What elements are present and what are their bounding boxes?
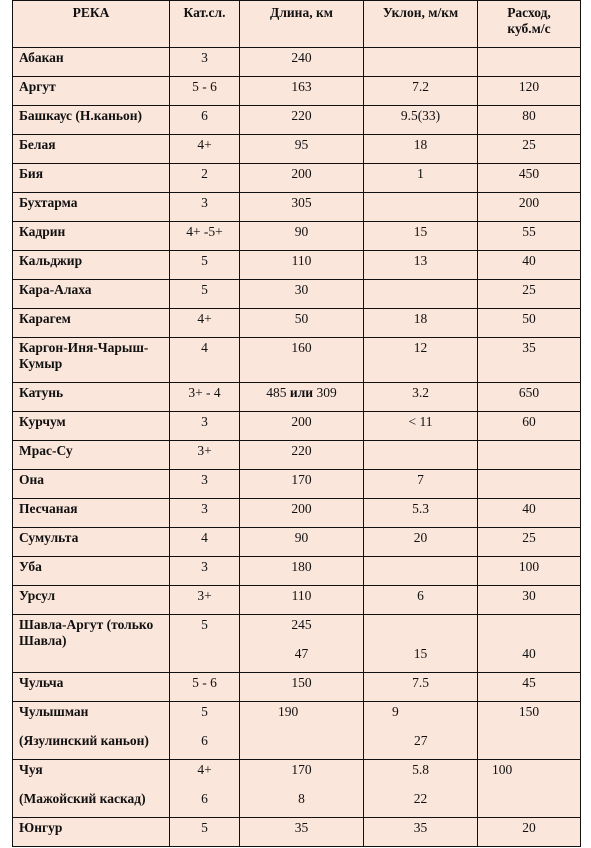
river-name: Кальджир bbox=[13, 251, 170, 280]
river-name: Она bbox=[13, 470, 170, 499]
slope-cell: 18 bbox=[364, 135, 478, 164]
header-discharge-line2: куб.м/с bbox=[507, 21, 551, 36]
category-line2: 6 bbox=[201, 733, 208, 748]
length-cell: 305 bbox=[240, 193, 364, 222]
slope-cell bbox=[364, 280, 478, 309]
length-cell bbox=[240, 702, 364, 760]
category-cell: 5 bbox=[170, 280, 240, 309]
discharge-cell bbox=[478, 48, 581, 77]
river-name: Песчаная bbox=[13, 499, 170, 528]
river-name: Белая bbox=[13, 135, 170, 164]
slope-cell: 7.2 bbox=[364, 77, 478, 106]
river-name: Сумульта bbox=[13, 528, 170, 557]
river-name: Карагем bbox=[13, 309, 170, 338]
river-name: Чульча bbox=[13, 673, 170, 702]
length-cell: 30 bbox=[240, 280, 364, 309]
river-name-line1: Чуя bbox=[19, 762, 43, 777]
river-name: Бия bbox=[13, 164, 170, 193]
slope-cell: 3.2 bbox=[364, 383, 478, 412]
rivers-table-container bbox=[12, 0, 580, 847]
category-cell: 6 bbox=[170, 106, 240, 135]
category-cell: 5 - 6 bbox=[170, 77, 240, 106]
discharge-cell: 40 bbox=[478, 251, 581, 280]
discharge-cell: 30 bbox=[478, 586, 581, 615]
discharge-cell: 80 bbox=[478, 106, 581, 135]
table-row bbox=[13, 280, 581, 309]
header-category: Кат.сл. bbox=[170, 1, 240, 48]
category-cell: 3 bbox=[170, 412, 240, 441]
length-value-a: 485 bbox=[266, 385, 287, 400]
length-cell: 200 bbox=[240, 164, 364, 193]
discharge-cell bbox=[478, 470, 581, 499]
length-cell bbox=[240, 383, 364, 412]
river-name: Шавла-Аргут (только Шавла) bbox=[13, 615, 170, 673]
slope-cell bbox=[364, 702, 478, 760]
river-name bbox=[13, 760, 170, 818]
length-cell: 220 bbox=[240, 441, 364, 470]
slope-cell: 7 bbox=[364, 470, 478, 499]
category-line1: 4+ bbox=[197, 762, 212, 777]
length-cell: 150 bbox=[240, 673, 364, 702]
slope-cell: 18 bbox=[364, 309, 478, 338]
category-cell: 5 bbox=[170, 818, 240, 847]
river-name: Башкаус (Н.каньон) bbox=[13, 106, 170, 135]
length-line1: 245 bbox=[291, 617, 312, 632]
length-value-b: 309 bbox=[316, 385, 337, 400]
river-name: Катунь bbox=[13, 383, 170, 412]
length-line2: 8 bbox=[298, 791, 305, 806]
category-cell: 4+ -5+ bbox=[170, 222, 240, 251]
discharge-cell: 25 bbox=[478, 135, 581, 164]
slope-line2: 15 bbox=[413, 646, 428, 661]
river-name-line2: (Язулинский каньон) bbox=[19, 733, 149, 748]
discharge-cell: 650 bbox=[478, 383, 581, 412]
header-discharge bbox=[478, 1, 581, 48]
slope-cell: 12 bbox=[364, 338, 478, 383]
discharge-line2: 40 bbox=[522, 646, 536, 661]
length-cell: 90 bbox=[240, 528, 364, 557]
table-row bbox=[13, 48, 581, 77]
length-line1: 170 bbox=[291, 762, 312, 777]
table-row bbox=[13, 383, 581, 412]
table-row bbox=[13, 760, 581, 818]
header-slope: Уклон, м/км bbox=[364, 1, 478, 48]
slope-cell: 9.5(33) bbox=[364, 106, 478, 135]
length-cell: 220 bbox=[240, 106, 364, 135]
river-name: Аргут bbox=[13, 77, 170, 106]
river-name-line1: Чулышман bbox=[19, 704, 89, 719]
discharge-cell: 100 bbox=[478, 760, 581, 818]
discharge-cell: 20 bbox=[478, 818, 581, 847]
category-cell: 5 - 6 bbox=[170, 673, 240, 702]
table-row bbox=[13, 222, 581, 251]
discharge-cell: 100 bbox=[478, 557, 581, 586]
slope-line2: 27 bbox=[414, 733, 428, 748]
length-cell bbox=[240, 760, 364, 818]
category-cell: 4+ bbox=[170, 135, 240, 164]
table-row bbox=[13, 441, 581, 470]
length-cell: 160 bbox=[240, 338, 364, 383]
slope-cell bbox=[364, 48, 478, 77]
discharge-cell: 40 bbox=[478, 499, 581, 528]
discharge-cell: 35 bbox=[478, 338, 581, 383]
category-line1: 5 bbox=[201, 704, 208, 719]
category-line2: 6 bbox=[201, 791, 208, 806]
length-cell: 110 bbox=[240, 251, 364, 280]
river-name: Бухтарма bbox=[13, 193, 170, 222]
length-cell: 50 bbox=[240, 309, 364, 338]
header-river: РЕКА bbox=[13, 1, 170, 48]
category-cell: 3 bbox=[170, 470, 240, 499]
table-row bbox=[13, 412, 581, 441]
slope-cell: 6 bbox=[364, 586, 478, 615]
length-cell: 163 bbox=[240, 77, 364, 106]
discharge-cell: 50 bbox=[478, 309, 581, 338]
length-cell: 110 bbox=[240, 586, 364, 615]
category-cell: 2 bbox=[170, 164, 240, 193]
header-discharge-line1: Расход, bbox=[507, 5, 551, 20]
river-name: Каргон-Иня-Чарыш-Кумыр bbox=[13, 338, 170, 383]
discharge-cell: 25 bbox=[478, 528, 581, 557]
rivers-table bbox=[12, 0, 581, 847]
table-row bbox=[13, 557, 581, 586]
slope-cell: 35 bbox=[364, 818, 478, 847]
table-row bbox=[13, 193, 581, 222]
river-name: Кара-Алаха bbox=[13, 280, 170, 309]
discharge-cell bbox=[478, 441, 581, 470]
length-cell: 180 bbox=[240, 557, 364, 586]
length-line2: 47 bbox=[294, 646, 309, 661]
length-cell: 95 bbox=[240, 135, 364, 164]
discharge-cell: 60 bbox=[478, 412, 581, 441]
table-row bbox=[13, 818, 581, 847]
category-cell bbox=[170, 702, 240, 760]
slope-cell: < 11 bbox=[364, 412, 478, 441]
table-row bbox=[13, 499, 581, 528]
slope-line2: 22 bbox=[413, 791, 428, 806]
discharge-cell bbox=[478, 615, 581, 673]
slope-cell bbox=[364, 441, 478, 470]
slope-cell bbox=[364, 193, 478, 222]
discharge-cell: 25 bbox=[478, 280, 581, 309]
discharge-cell: 450 bbox=[478, 164, 581, 193]
length-or-word: или bbox=[289, 385, 314, 400]
category-cell: 4 bbox=[170, 338, 240, 383]
category-cell: 4+ bbox=[170, 309, 240, 338]
category-cell: 3 bbox=[170, 48, 240, 77]
category-cell: 3 bbox=[170, 557, 240, 586]
table-row bbox=[13, 702, 581, 760]
river-name: Урсул bbox=[13, 586, 170, 615]
category-cell: 3 bbox=[170, 499, 240, 528]
table-row bbox=[13, 338, 581, 383]
table-row bbox=[13, 309, 581, 338]
category-cell: 3+ bbox=[170, 441, 240, 470]
table-row bbox=[13, 77, 581, 106]
slope-line1: 5.8 bbox=[412, 762, 429, 777]
slope-cell bbox=[364, 557, 478, 586]
category-cell: 3+ bbox=[170, 586, 240, 615]
river-name: Кадрин bbox=[13, 222, 170, 251]
table-row bbox=[13, 251, 581, 280]
discharge-cell: 150 bbox=[478, 702, 581, 760]
slope-cell bbox=[364, 615, 478, 673]
discharge-cell: 200 bbox=[478, 193, 581, 222]
river-name: Курчум bbox=[13, 412, 170, 441]
slope-cell: 20 bbox=[364, 528, 478, 557]
table-row bbox=[13, 673, 581, 702]
length-cell bbox=[240, 615, 364, 673]
river-name bbox=[13, 702, 170, 760]
slope-cell: 15 bbox=[364, 222, 478, 251]
length-cell: 200 bbox=[240, 499, 364, 528]
slope-cell bbox=[364, 760, 478, 818]
river-name: Уба bbox=[13, 557, 170, 586]
discharge-cell: 120 bbox=[478, 77, 581, 106]
slope-cell: 13 bbox=[364, 251, 478, 280]
table-row bbox=[13, 528, 581, 557]
table-row bbox=[13, 106, 581, 135]
table-row bbox=[13, 615, 581, 673]
river-name: Мрас-Су bbox=[13, 441, 170, 470]
category-cell: 3+ - 4 bbox=[170, 383, 240, 412]
table-row bbox=[13, 470, 581, 499]
category-cell bbox=[170, 760, 240, 818]
length-cell: 90 bbox=[240, 222, 364, 251]
slope-cell: 5.3 bbox=[364, 499, 478, 528]
header-length: Длина, км bbox=[240, 1, 364, 48]
header-row bbox=[13, 1, 581, 48]
length-line1: 190 bbox=[278, 704, 299, 719]
slope-line1: 9 bbox=[392, 704, 399, 719]
category-cell: 5 bbox=[170, 615, 240, 673]
discharge-cell: 45 bbox=[478, 673, 581, 702]
discharge-cell: 55 bbox=[478, 222, 581, 251]
river-name: Абакан bbox=[13, 48, 170, 77]
river-name-line2: (Мажойский каскад) bbox=[19, 791, 146, 806]
category-cell: 5 bbox=[170, 251, 240, 280]
slope-cell: 1 bbox=[364, 164, 478, 193]
length-cell: 170 bbox=[240, 470, 364, 499]
table-row bbox=[13, 586, 581, 615]
river-name: Юнгур bbox=[13, 818, 170, 847]
length-cell: 200 bbox=[240, 412, 364, 441]
table-row bbox=[13, 135, 581, 164]
slope-cell: 7.5 bbox=[364, 673, 478, 702]
category-cell: 4 bbox=[170, 528, 240, 557]
category-cell: 3 bbox=[170, 193, 240, 222]
table-row bbox=[13, 164, 581, 193]
length-cell: 35 bbox=[240, 818, 364, 847]
length-cell: 240 bbox=[240, 48, 364, 77]
